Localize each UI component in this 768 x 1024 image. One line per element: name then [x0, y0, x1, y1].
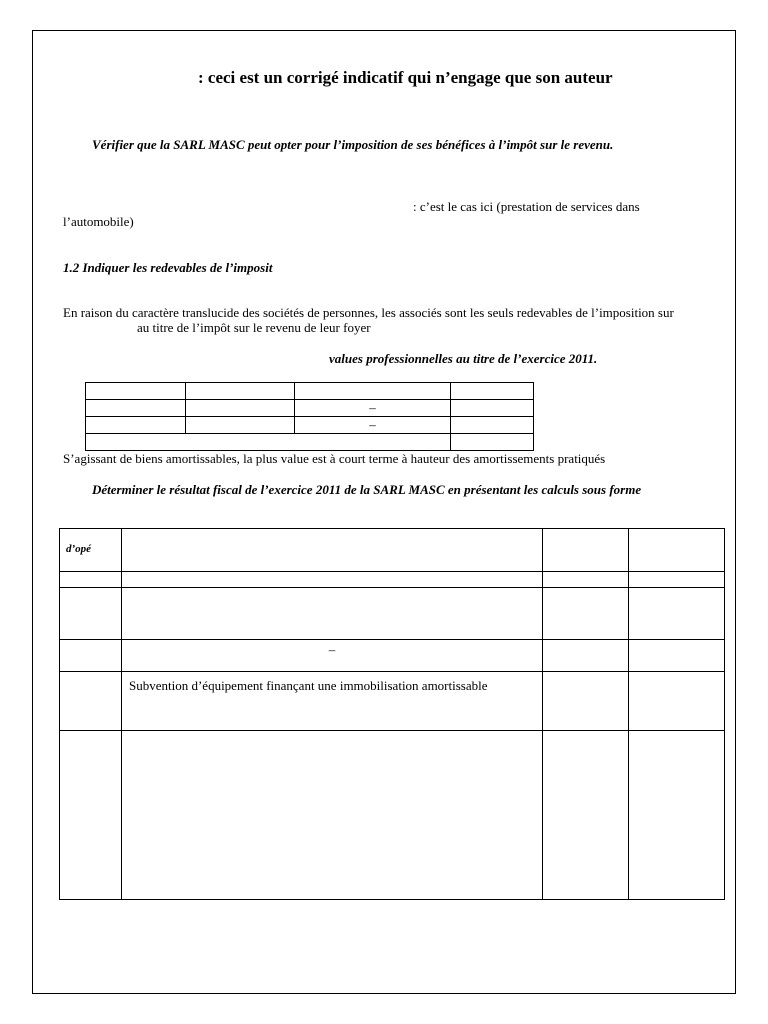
- row4-dash: –: [122, 640, 543, 672]
- question-verify: Vérifier que la SARL MASC peut opter pour l’imposition de ses bénéfices à l’impôt sur le revenu.: [92, 137, 614, 152]
- values-heading: values professionnelles au titre de l’exercice 2011.: [329, 351, 598, 366]
- small-table-dash-2: –: [295, 417, 451, 434]
- case-line-1: : c’est le cas ici (prestation de services dans: [413, 199, 640, 214]
- subvention-text: Subvention d’équipement finançant une immobilisation amortissable: [122, 672, 543, 731]
- small-table: [85, 382, 534, 451]
- heading-1-2: 1.2 Indiquer les redevables de l’imposit: [63, 260, 273, 275]
- header-col1: d’opé: [60, 529, 122, 572]
- fiscal-result-table: [59, 528, 725, 900]
- small-table-dash-1: –: [295, 400, 451, 417]
- case-line-2: l’automobile): [63, 214, 134, 229]
- paragraph-line-1: En raison du caractère translucide des sociétés de personnes, les associés sont les seuls redevables de l’imposition sur: [63, 305, 674, 320]
- paragraph-line-2: au titre de l’impôt sur le revenu de leur foyer: [137, 320, 371, 335]
- amortissables-text: S’agissant de biens amortissables, la plus value est à court terme à hauteur des amortissements pratiqués: [63, 451, 606, 466]
- determine-heading: Déterminer le résultat fiscal de l’exercice 2011 de la SARL MASC en présentant les calculs sous forme: [92, 482, 642, 497]
- document-title: : ceci est un corrigé indicatif qui n’engage que son auteur: [198, 68, 613, 87]
